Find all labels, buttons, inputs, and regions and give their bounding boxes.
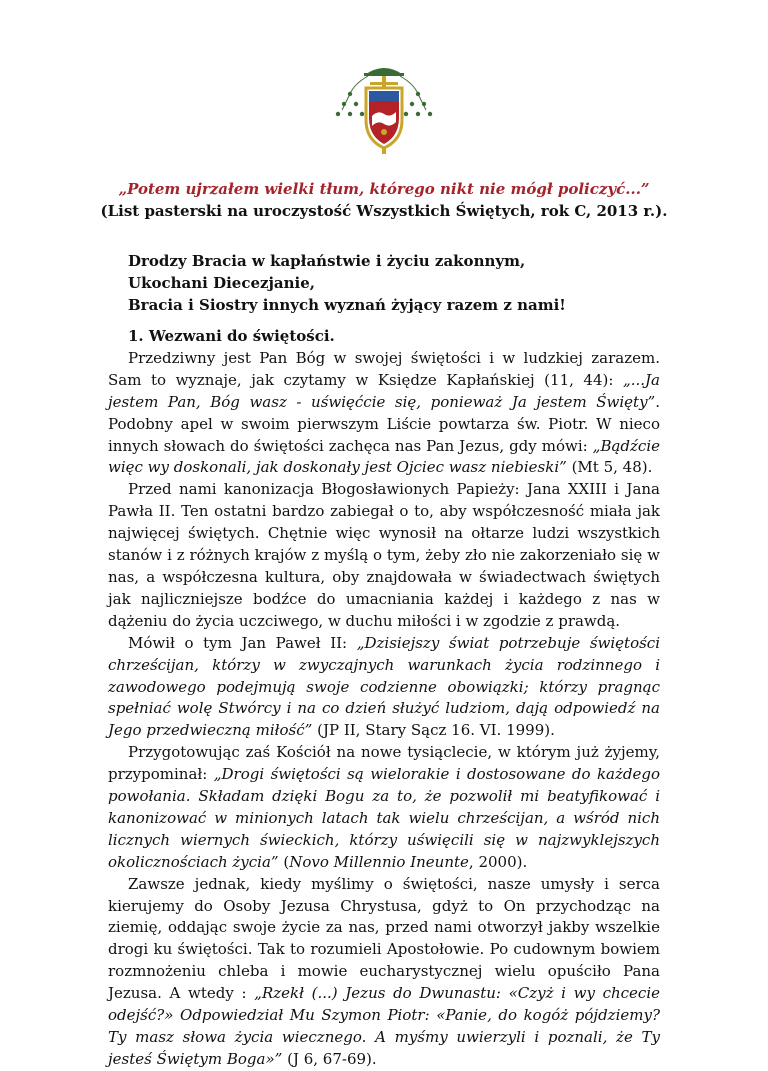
paragraph xyxy=(108,348,660,479)
citation: , 2000). xyxy=(468,852,528,871)
citation: (JP II, Stary Sącz 16. VI. 1999). xyxy=(312,721,555,740)
citation: (J 6, 67-69). xyxy=(282,1049,377,1068)
scripture-quote: „...Ja jestem Pan, Bóg wasz - uświęćcie się, ponieważ Ja jestem Święty” xyxy=(108,370,660,411)
title-quote: „Potem ujrzałem wielki tłum, którego nikt nie mógł policzyć...” xyxy=(118,180,650,198)
title-subtitle: (List pasterski na uroczystość Wszystkich Świętych, rok C, 2013 r.). xyxy=(100,202,668,220)
citation: (Mt 5, 48). xyxy=(566,458,653,477)
papal-quote: „Drogi świętości są wielorakie i dostosowane do każdego powołania. Składam dzięki Bogu za to, że pozwolił mi beatyfikować i kanonizować w minionych latach tak wielu chrześcijan, a wśród nich licznych wiernych świeckich, którzy uświęcili się w najzwyklejszych okolicznościach życia” xyxy=(108,765,661,871)
greeting xyxy=(128,250,688,316)
paragraph xyxy=(108,633,660,743)
papal-quote: „Dzisiejszy świat potrzebuje świętości chrześcijan, którzy w zwyczajnych warunkach życia rodzinnego i zawodowego podejmują swoje codzienne obowiązki; którzy pragnąc spełniać wolę Stwórcy i na co dzień służyć ludziom, dają odpowiedź na Jego przedwieczną miłość” xyxy=(108,633,660,740)
paragraph-text: . Podobny apel w swoim pierwszym Liście powtarza św. Piotr. W nieco innych słowach do świętości zachęca nas Pan Jezus, gdy mówi: xyxy=(108,392,660,455)
paragraph-text: Mówił o tym Jan Paweł II: xyxy=(128,633,357,652)
greeting-line: Bracia i Siostry innych wyznań żyjący razem z nami! xyxy=(128,296,566,314)
paragraph: Przed nami kanonizacja Błogosławionych Papieży: Jana XXIII i Jana Pawła II. Ten ostatni bardzo zabiegał o to, aby współczesność miała jak najwięcej świętych. Chętnie więc wynosił na ołtarze ludzi wszystkich stanów i z różnych krajów z myślą o tym, żeby zło nie zakorzeniało się w nas, a współczesna kultura, oby znajdowała w świadectwach świętych jak najliczniejsze bodźce do umacniania każdej i każdego z nas w dążeniu do życia uczciwego, w duchu miłości i w zgodzie z prawdą. xyxy=(108,480,660,630)
paragraph-text: Zawsze jednak, kiedy myślimy o świętości, nasze umysły i serca kierujemy do Osoby Jezusa Chrystusa, gdyż to On przychodząc na ziemię, oddając swoje życie za nas, przed nami otworzył jakby wszelkie drogi ku świętości. Tak to rozumieli Apostołowie. Po cudownym bowiem rozmnożeniu chleba i mowie eucharystycznej wielu opuściło Pana Jezusa. A wtedy : xyxy=(108,874,660,1003)
citation: ( xyxy=(278,852,290,871)
greeting-line: Drodzy Bracia w kapłaństwie i życiu zakonnym, xyxy=(128,252,526,270)
paragraph-text: Przygotowując zaś Kościół na nowe tysiąclecie, w którym już żyjemy, przypominał: xyxy=(108,743,660,784)
paragraph xyxy=(108,742,660,873)
scripture-quote: „Bądźcie więc wy doskonali, jak doskonały jest Ojciec wasz niebieski” xyxy=(108,436,660,477)
paragraph xyxy=(108,874,660,1071)
citation-title: Novo Millennio Ineunte xyxy=(289,852,469,871)
section-heading: 1. Wezwani do świętości. xyxy=(128,327,335,345)
episcopal-coat-of-arms-icon xyxy=(324,60,444,160)
greeting-line: Ukochani Diecezjanie, xyxy=(128,274,316,292)
letter-title xyxy=(0,178,768,222)
letter-body xyxy=(108,326,660,1071)
paragraph-text: Przedziwny jest Pan Bóg w swojej świętości i w ludzkiej zarazem. Sam to wyznaje, jak czytamy w Księdze Kapłańskiej (11, 44): xyxy=(108,348,660,389)
scripture-quote: „Rzekł (...) Jezus do Dwunastu: «Czyż i wy chcecie odejść?» Odpowiedział Mu Szymon Piotr: «Panie, do kogóż pójdziemy? Ty masz słowa życia wiecznego. A myśmy uwierzyli i poznali, że Ty jesteś Świętym Boga»” xyxy=(108,984,660,1068)
